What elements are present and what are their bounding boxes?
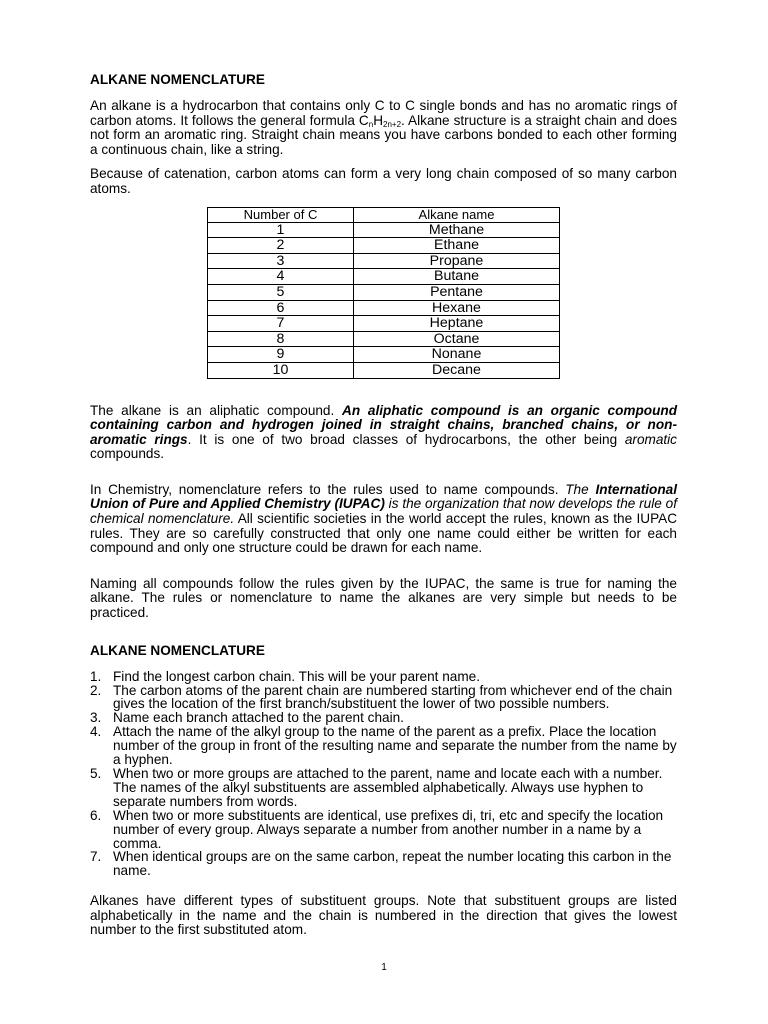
rule-text: Find the longest carbon chain. This will be your parent name. <box>113 668 480 684</box>
alkane-name: Hexane <box>354 300 560 316</box>
heading-alkane-nomenclature: ALKANE NOMENCLATURE <box>90 72 265 87</box>
alkane-name: Nonane <box>354 347 560 363</box>
substituent-paragraph: Alkanes have different types of substituent groups. Note that substituent groups are listed alphabetically in the name and the chain is numbered in the direction that gives the lowest number to the first substituted atom. <box>90 893 677 938</box>
table-row <box>208 300 560 316</box>
aliphatic-definition: An aliphatic compound is an organic compound containing carbon and hydrogen joined in straight chains, branched chains, or non-aromatic rings <box>90 402 677 447</box>
alkane-name: Heptane <box>354 316 560 332</box>
intro-text-b: H <box>373 112 384 128</box>
page-number: 1 <box>381 962 387 973</box>
table-row <box>208 331 560 347</box>
carbon-count: 2 <box>208 238 354 254</box>
rule-number: 7. <box>90 849 102 865</box>
rule-text: When identical groups are on the same carbon, repeat the number locating this carbon in the name. <box>113 849 672 879</box>
carbon-count: 3 <box>208 253 354 269</box>
rule-text: The carbon atoms of the parent chain are numbered starting from whichever end of the chain gives the location of the first branch/substituent the lower of two possible numbers. <box>113 682 673 712</box>
table-row <box>208 238 560 254</box>
iupac-name: International Union of Pure and Applied Chemistry (IUPAC) <box>90 481 678 512</box>
aliphatic-text-a: The alkane is an aliphatic compound. <box>90 402 343 418</box>
rule-number: 6. <box>90 807 102 823</box>
alkane-name: Butane <box>354 269 560 285</box>
carbon-count: 6 <box>208 300 354 316</box>
carbon-count: 5 <box>208 284 354 300</box>
rule-text: When two or more groups are attached to the parent, name and locate each with a number. The names of the alkyl substituents are assembled alphabetically. Always use hyphen to separate numbers from words. <box>113 765 663 809</box>
alkane-name: Octane <box>354 331 560 347</box>
list-item <box>90 670 677 684</box>
list-item <box>90 711 677 725</box>
list-item <box>90 850 677 878</box>
rule-number: 2. <box>90 682 102 698</box>
rule-number: 5. <box>90 765 102 781</box>
list-item <box>90 684 677 712</box>
header-alkane-name: Alkane name <box>354 207 560 222</box>
iupac-text-e: All scientific societies in the world accept the rules, known as the IUPAC rules. They are so carefully constructed that only one name could either be written for each compound and only one structure could be drawn for each name. <box>90 511 678 556</box>
naming-paragraph: Naming all compounds follow the rules given by the IUPAC, the same is true for naming the alkane. The rules or nomenclature to name the alkanes are very simple but needs to be practiced. <box>90 575 677 621</box>
intro-text-a: An alkane is a hydrocarbon that contains only C to C single bonds and has no aromatic rings of carbon atoms. It follows the general formula C <box>90 98 677 128</box>
aliphatic-text-c: . It is one of two broad classes of hydrocarbons, the other being <box>187 431 625 447</box>
nomenclature-rules-list <box>90 670 677 879</box>
carbon-count: 9 <box>208 347 354 363</box>
table-row <box>208 347 560 363</box>
header-number-of-c: Number of C <box>208 207 354 222</box>
carbon-count: 10 <box>208 362 354 378</box>
intro-paragraph <box>90 99 677 157</box>
aliphatic-paragraph <box>90 404 677 462</box>
rule-text: Name each branch attached to the parent chain. <box>113 710 404 726</box>
alkane-name: Decane <box>354 362 560 378</box>
table-row <box>208 362 560 378</box>
alkane-name: Propane <box>354 253 560 269</box>
alkane-name: Methane <box>354 222 560 238</box>
alkane-table <box>207 207 560 379</box>
list-item <box>90 809 677 851</box>
catenation-paragraph: Because of catenation, carbon atoms can form a very long chain composed of so many carbon atoms. <box>90 166 677 196</box>
carbon-count: 4 <box>208 269 354 285</box>
table-row <box>208 253 560 269</box>
table-row <box>208 284 560 300</box>
table-row <box>208 269 560 285</box>
table-row <box>208 222 560 238</box>
aliphatic-text-e: compounds. <box>90 446 165 462</box>
aromatic-word: aromatic <box>624 431 677 447</box>
intro-text-c: . Alkane structure is a straight chain and does not form an aromatic ring. Straight chain means you have carbons bonded to each other forming a continuous chain, like a string. <box>90 112 677 157</box>
alkane-name: Ethane <box>354 238 560 254</box>
table-header-row <box>208 207 560 222</box>
heading-alkane-nomenclature-2: ALKANE NOMENCLATURE <box>90 642 265 658</box>
document-page <box>90 66 677 948</box>
carbon-count: 1 <box>208 222 354 238</box>
list-item <box>90 725 677 767</box>
rule-text: When two or more substituents are identical, use prefixes di, tri, etc and specify the location number of every group. Always separate a number from another number in a name by a comma. <box>113 807 664 851</box>
subscript-n: n <box>368 119 374 129</box>
alkane-name: Pentane <box>354 284 560 300</box>
iupac-paragraph <box>90 483 677 556</box>
rule-number: 4. <box>90 724 102 740</box>
rule-number: 3. <box>90 710 102 726</box>
rule-number: 1. <box>90 668 102 684</box>
table-row <box>208 316 560 332</box>
subscript-2n2: 2n+2 <box>383 119 402 129</box>
list-item <box>90 767 677 809</box>
iupac-text-a: In Chemistry, nomenclature refers to the rules used to name compounds. <box>90 481 566 497</box>
iupac-text-b: The <box>565 481 596 497</box>
carbon-count: 7 <box>208 316 354 332</box>
rule-text: Attach the name of the alkyl group to the name of the parent as a prefix. Place the location number of the group in front of the resulting name and separate the number from the name by a hyphen. <box>113 724 677 768</box>
iupac-text-d: is the organization that now develops the rule of chemical nomenclature. <box>90 496 677 527</box>
carbon-count: 8 <box>208 331 354 347</box>
